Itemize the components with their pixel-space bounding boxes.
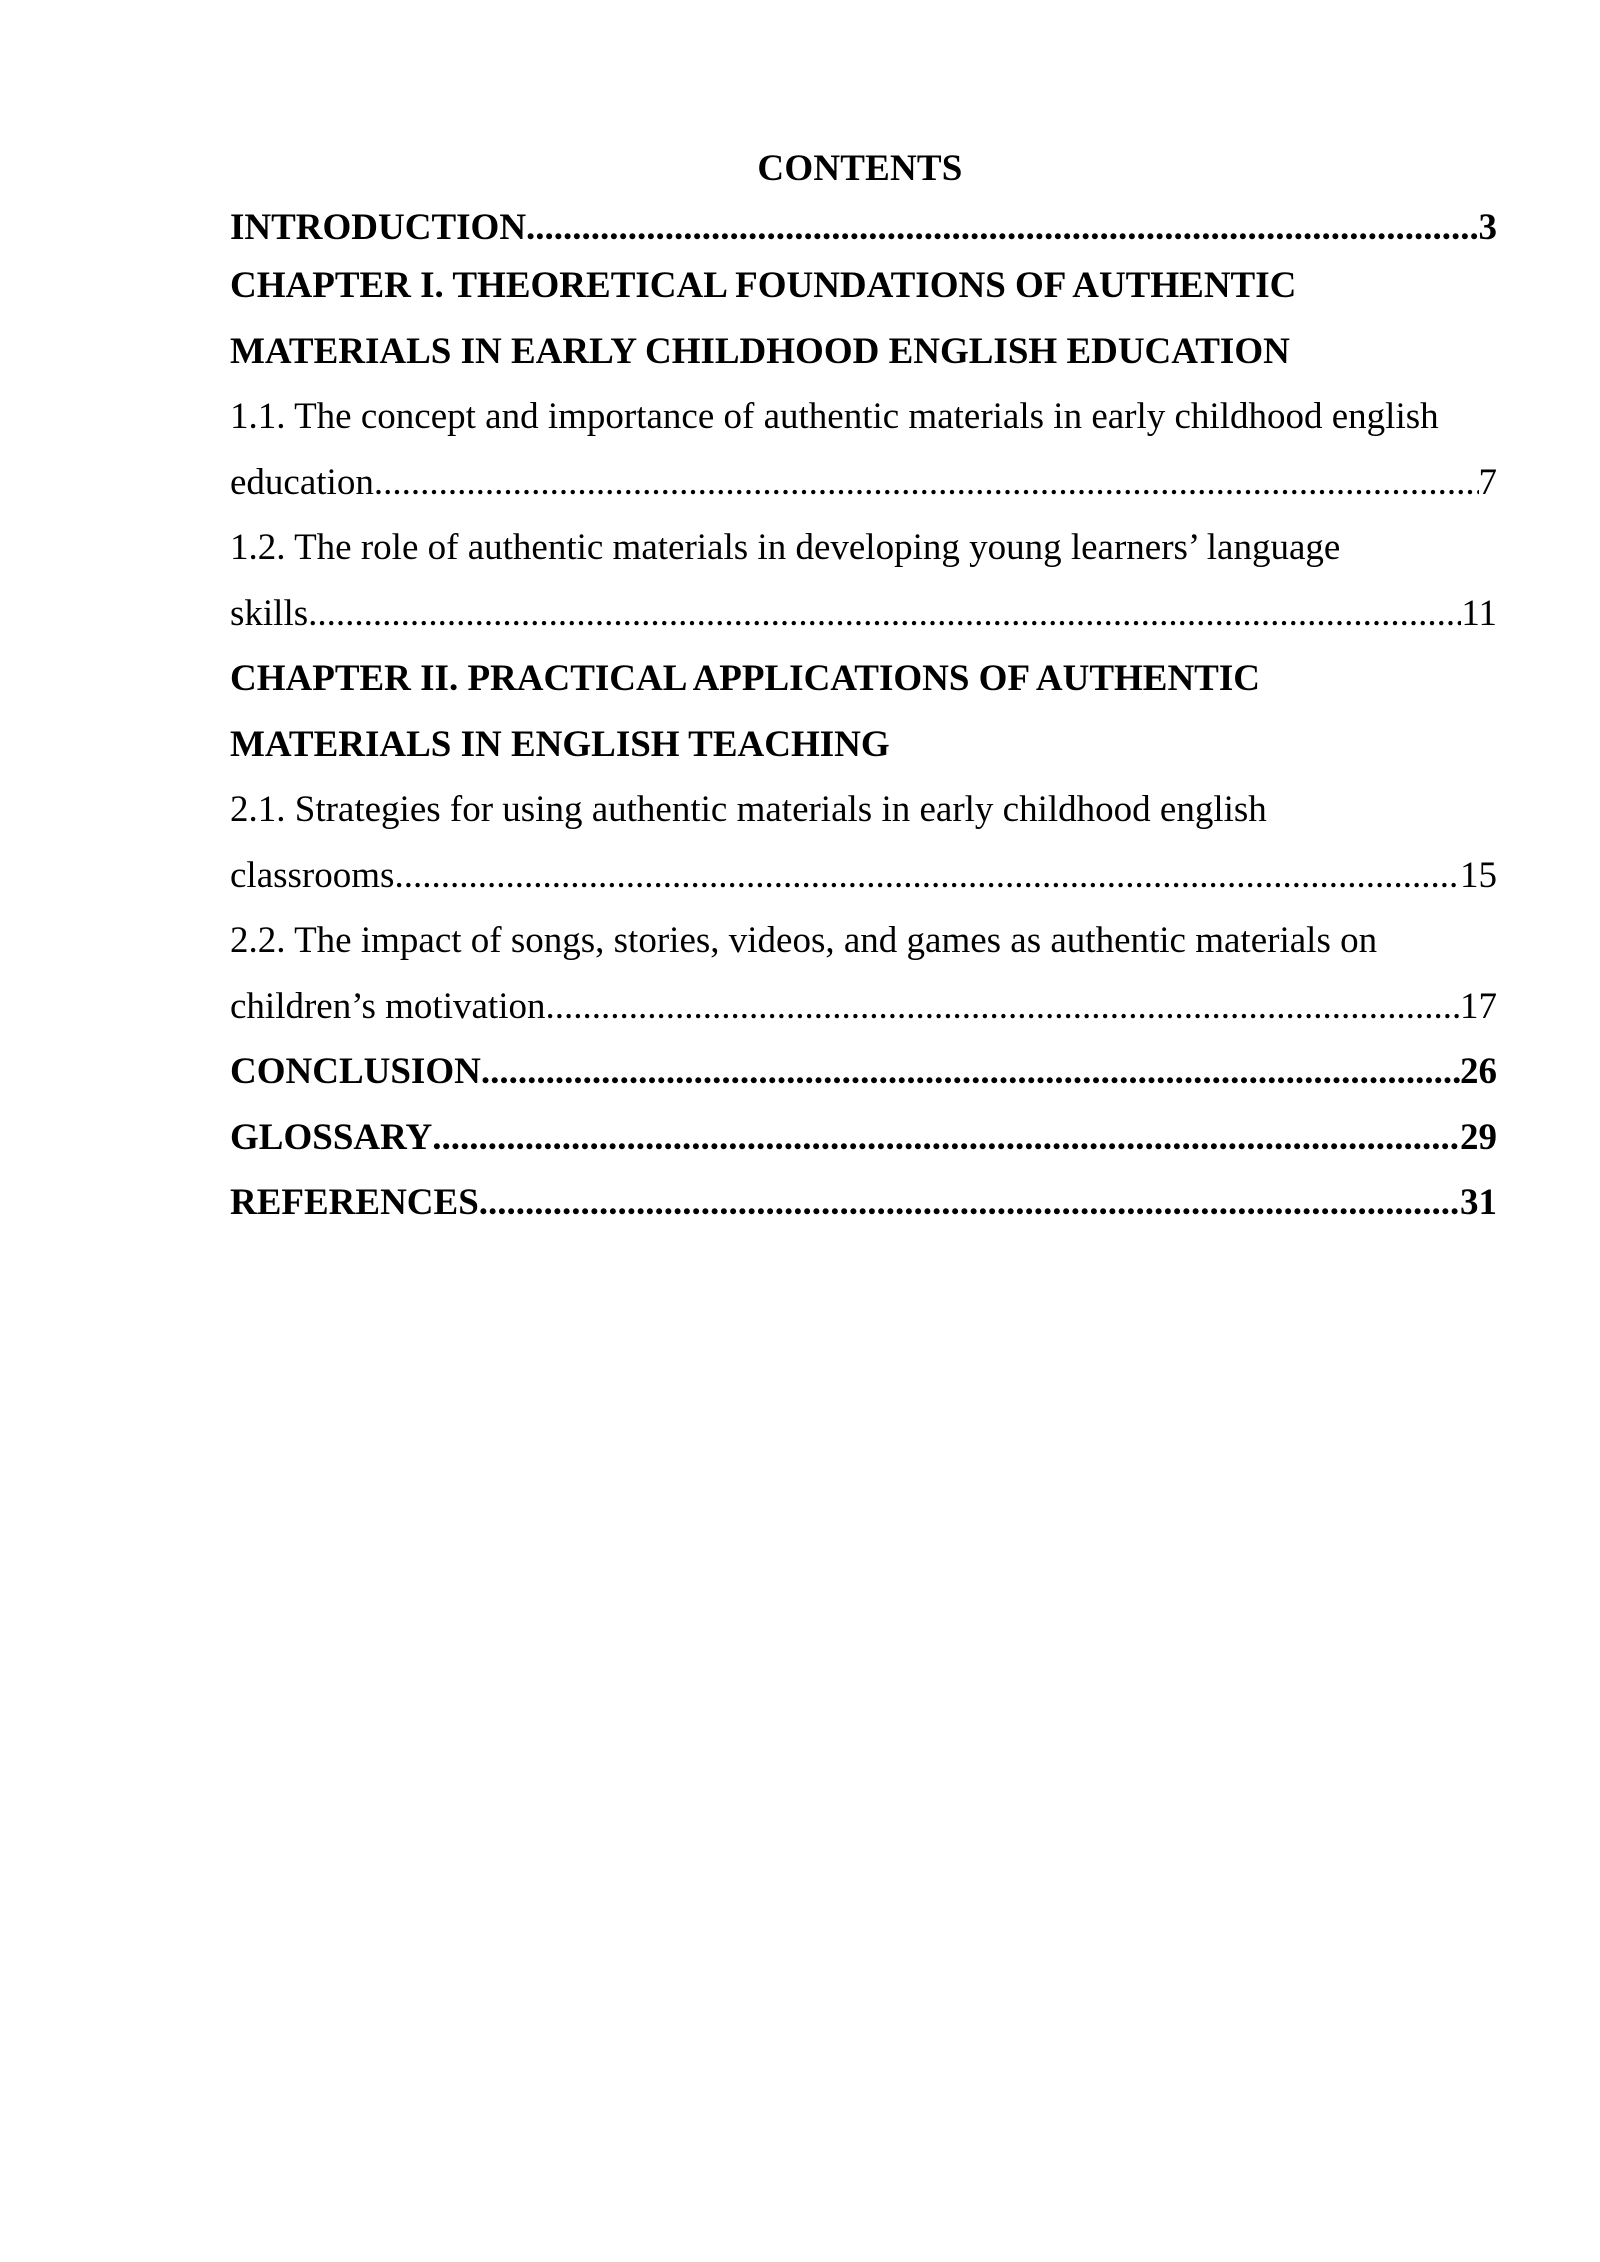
toc-entry-text: CONCLUSION (230, 1051, 481, 1092)
toc-entry-text: REFERENCES (230, 1182, 479, 1223)
dot-leader (394, 843, 1460, 909)
toc-page-number: 11 (1461, 592, 1497, 634)
toc-section-1-2-line-2 (230, 581, 1497, 647)
dot-leader (479, 1170, 1460, 1236)
toc-entry-text: GLOSSARY (230, 1116, 433, 1158)
toc-entry-text: classrooms (230, 854, 395, 896)
toc-entry-text: 2.1. Strategies for using authentic materials in early childhood english (230, 789, 1267, 830)
toc-chapter-1-line-1 (230, 253, 1497, 319)
toc-page-number: 3 (1478, 207, 1497, 248)
toc-entry-text: 1.1. The concept and importance of authentic materials in early childhood english (230, 396, 1439, 437)
toc-section-2-1-line-2 (230, 843, 1497, 909)
toc-entry-glossary (230, 1105, 1497, 1171)
dot-leader (481, 1039, 1460, 1105)
toc-section-2-2-line-2 (230, 974, 1497, 1040)
toc-entry-text: MATERIALS IN EARLY CHILDHOOD ENGLISH EDUCATION (230, 330, 1290, 372)
toc-entry-text: MATERIALS IN ENGLISH TEACHING (230, 723, 890, 765)
dot-leader (432, 1105, 1460, 1171)
toc-entry-text: 2.2. The impact of songs, stories, videos, and games as authentic materials on (230, 920, 1378, 961)
toc-chapter-1-line-2 (230, 319, 1497, 385)
toc-entry-text: education. (230, 461, 384, 503)
toc-page-number: 15 (1460, 854, 1497, 896)
toc-section-2-2-line-1 (230, 908, 1497, 974)
contents-heading: CONTENTS (757, 148, 963, 189)
toc-entry-conclusion (230, 1039, 1497, 1105)
toc-entry-text: 1.2. The role of authentic materials in developing young learners’ language (230, 527, 1341, 568)
toc-chapter-2-line-1 (230, 646, 1497, 712)
toc-page-number: 31 (1460, 1182, 1497, 1223)
dot-leader (308, 581, 1461, 647)
toc-page-number: 26 (1460, 1051, 1497, 1092)
toc-entry-text: CHAPTER II. PRACTICAL APPLICATIONS OF AUTHENTIC (230, 658, 1260, 699)
dot-leader (555, 974, 1460, 1040)
dot-leader (383, 450, 1478, 516)
table-of-contents (230, 203, 1497, 1236)
dot-leader (526, 203, 1478, 253)
toc-section-2-1-line-1 (230, 777, 1497, 843)
toc-section-1-2-line-1 (230, 515, 1497, 581)
toc-section-1-1-line-2 (230, 450, 1497, 516)
toc-chapter-2-line-2 (230, 712, 1497, 778)
toc-entry-text: INTRODUCTION (230, 207, 527, 248)
toc-page-number: 7 (1478, 461, 1497, 503)
toc-section-1-1-line-1 (230, 384, 1497, 450)
toc-entry-text: CHAPTER I. THEORETICAL FOUNDATIONS OF AUTHENTIC (230, 265, 1297, 306)
toc-entry-references (230, 1170, 1497, 1236)
toc-entry-text: skills (230, 592, 309, 634)
toc-entry-text: children’s motivation. (230, 985, 555, 1027)
toc-entry-introduction (230, 203, 1497, 253)
toc-page-number: 17 (1460, 985, 1497, 1027)
toc-page-number: 29 (1460, 1116, 1497, 1158)
